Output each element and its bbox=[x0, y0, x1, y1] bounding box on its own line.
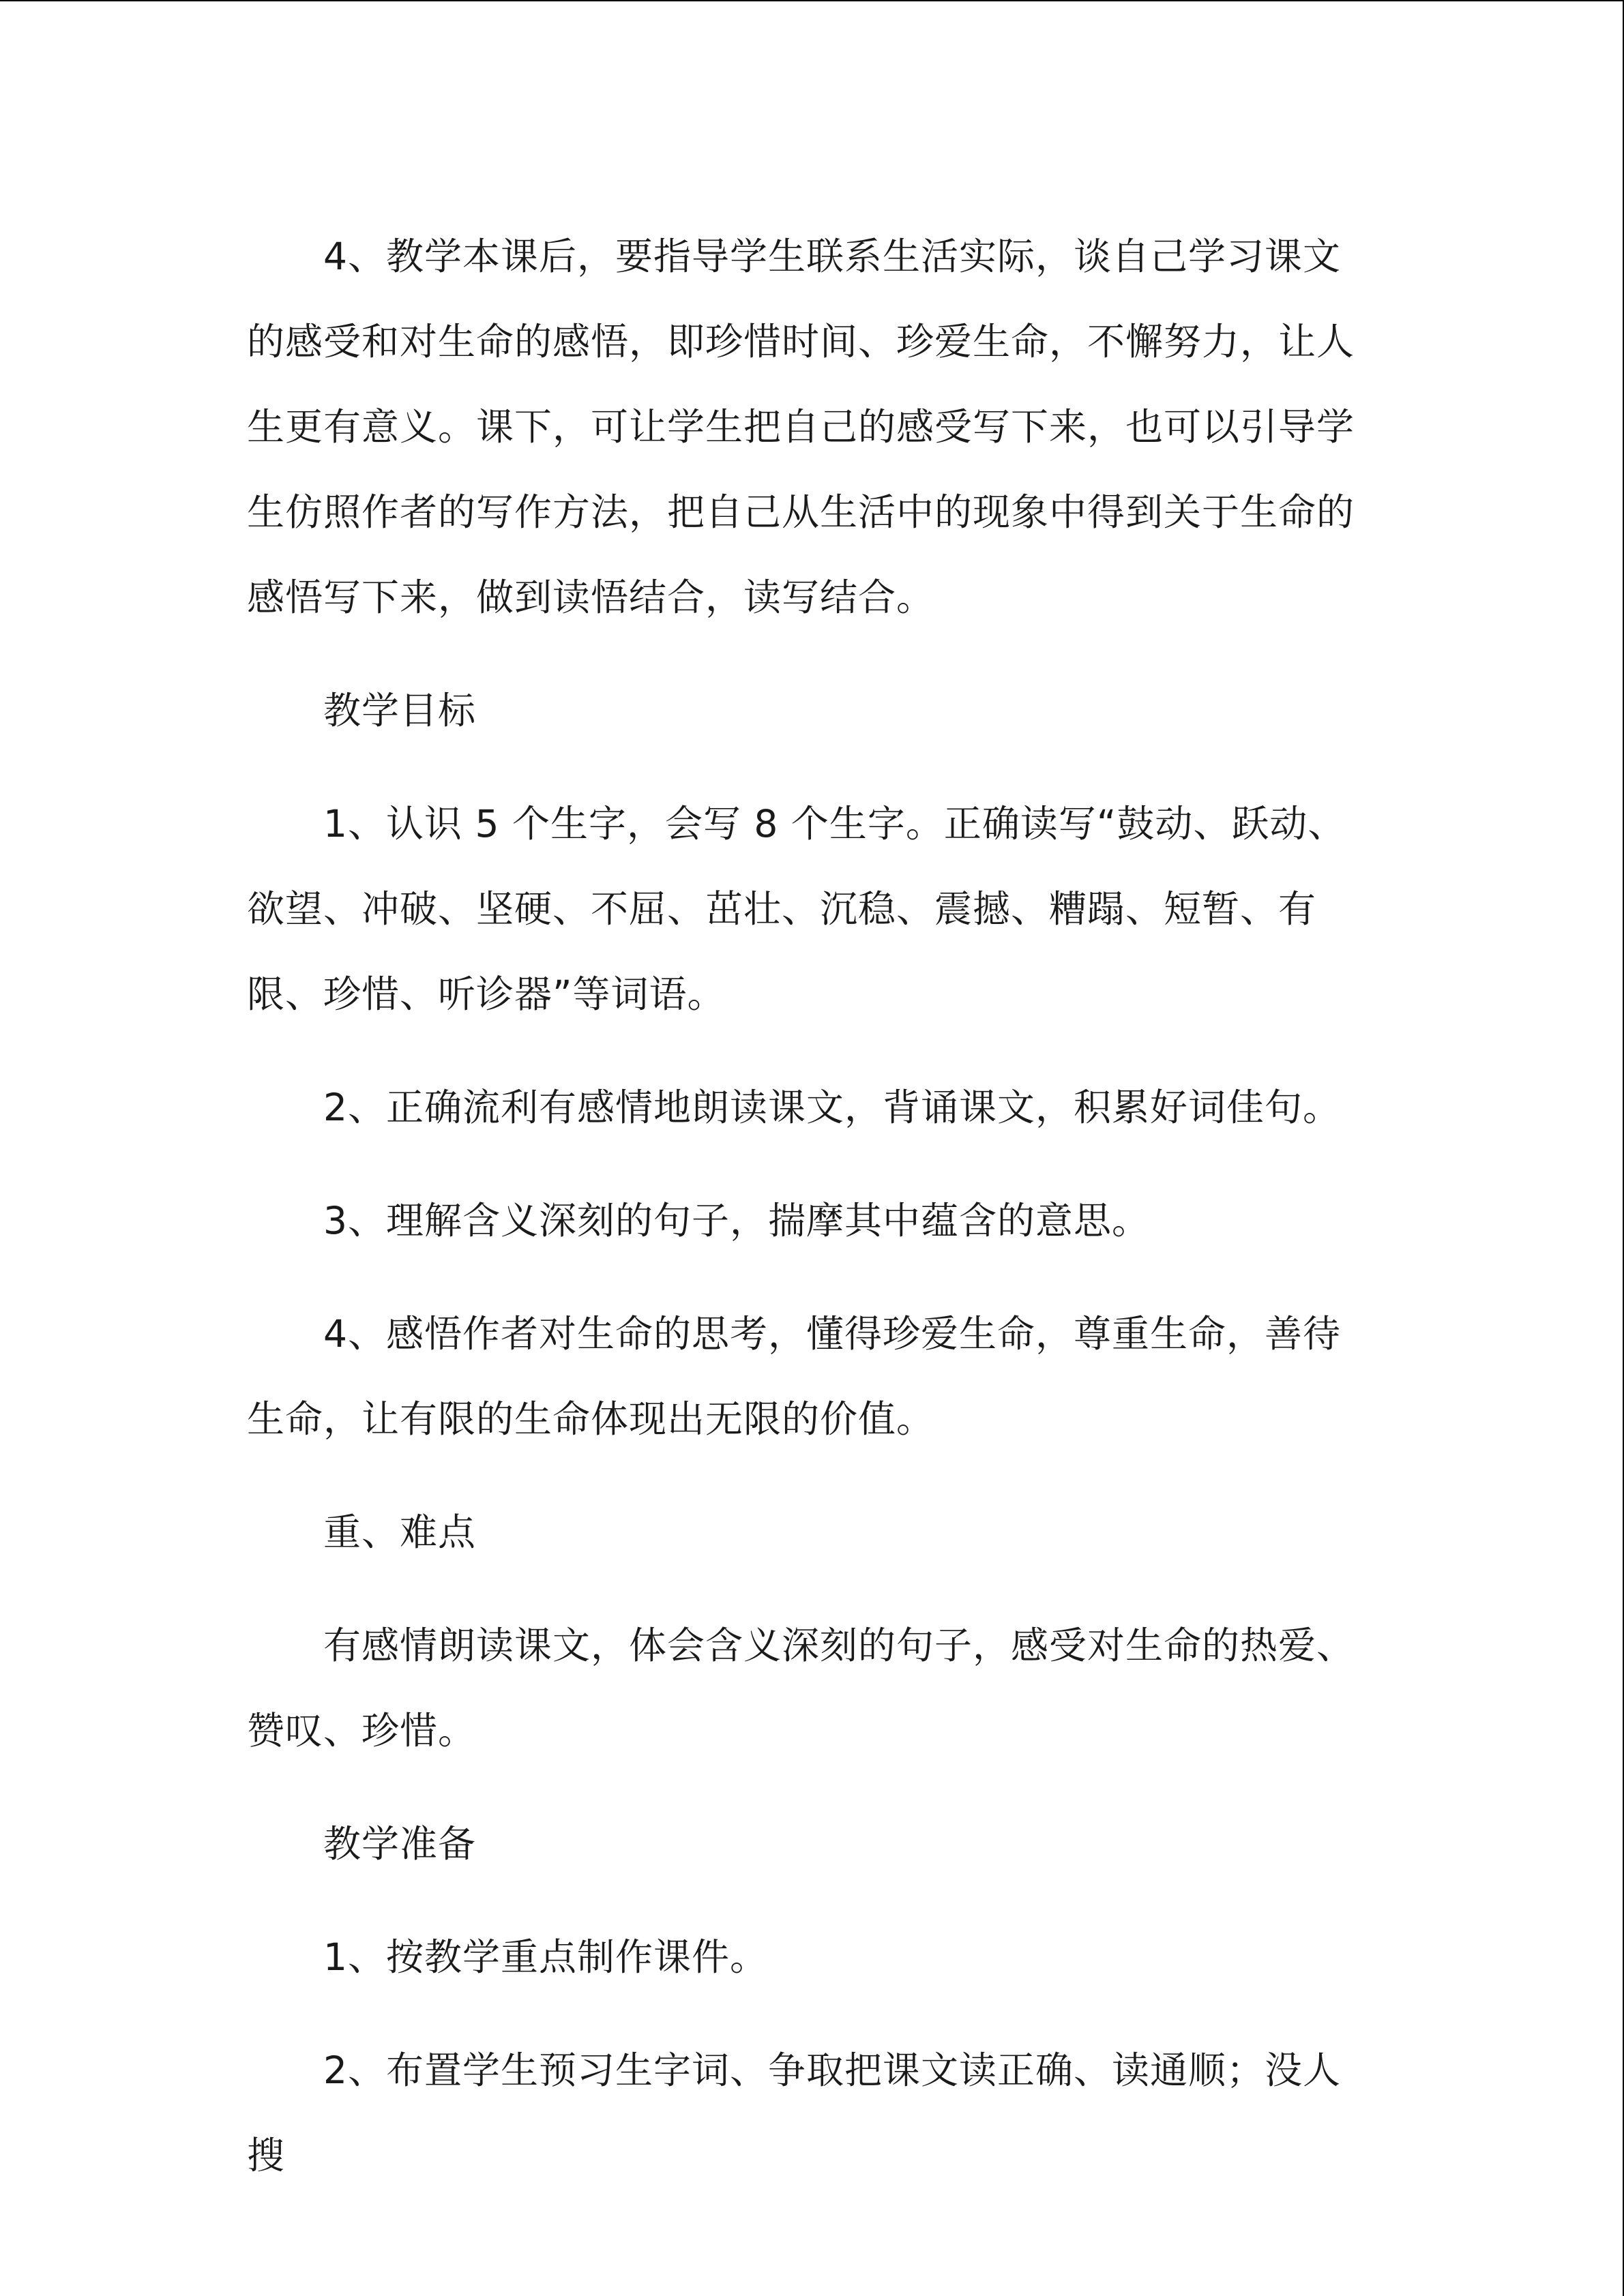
heading-teaching-goals: 教学目标 bbox=[323, 689, 477, 732]
heading-teaching-preparation: 教学准备 bbox=[323, 1822, 477, 1866]
paragraph-key-points: 有感情朗读课文，体会含义深刻的句子，感受对生命的热爱、赞叹、珍惜。 bbox=[247, 1624, 1355, 1753]
paragraph-preparation-1: 1、按教学重点制作课件。 bbox=[323, 1935, 768, 1979]
paragraph-preparation-2: 2、布置学生预习生字词、争取把课文读正确、读通顺；没人搜 bbox=[247, 2048, 1341, 2177]
heading-key-difficult-points: 重、难点 bbox=[323, 1510, 477, 1554]
paragraph-goal-2: 2、正确流利有感情地朗读课文，背诵课文，积累好词佳句。 bbox=[323, 1086, 1341, 1129]
document-body bbox=[247, 214, 1374, 2198]
paragraph-goal-1: 1、认识 5 个生字，会写 8 个生字。正确读写“鼓动、跃动、欲望、冲破、坚硬、不屈、茁壮、沉稳、震撼、糟蹋、短暂、有限、珍惜、听诊器”等词语。 bbox=[247, 802, 1346, 1016]
paragraph-goal-4: 4、感悟作者对生命的思考，懂得珍爱生命，尊重生命，善待生命，让有限的生命体现出无限的价值。 bbox=[247, 1312, 1341, 1441]
paragraph-teaching-note-4: 4、教学本课后，要指导学生联系生活实际，谈自己学习课文的感受和对生命的感悟，即珍惜时间、珍爱生命，不懈努力，让人生更有意义。课下，可让学生把自己的感受写下来，也可以引导学生仿照作者的写作方法，把自己从生活中的现象中得到关于生命的感悟写下来，做到读悟结合，读写结合。 bbox=[247, 235, 1355, 619]
paragraph-goal-3: 3、理解含义深刻的句子，揣摩其中蕴含的意思。 bbox=[323, 1199, 1150, 1242]
